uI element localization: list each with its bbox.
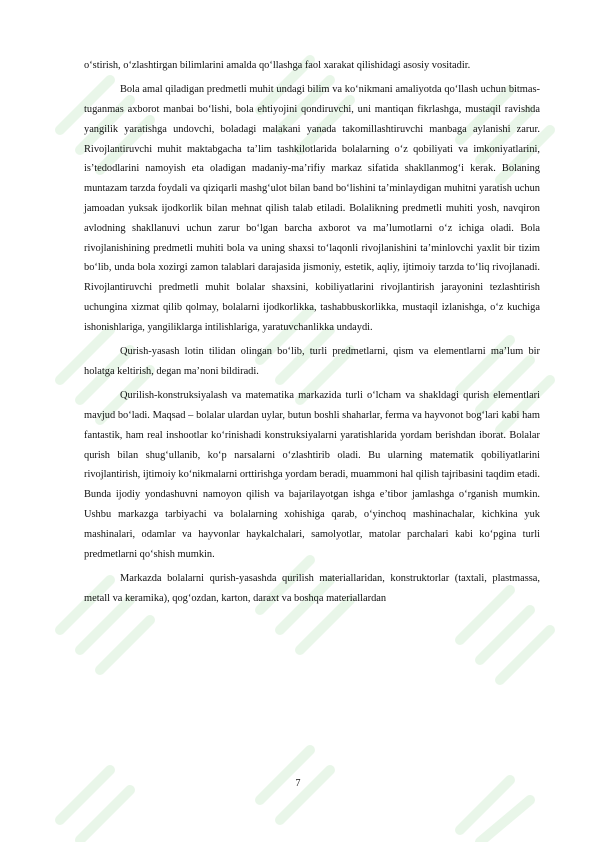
paragraph: Markazda bolalarni qurish-yasashda qurilish materiallaridan, konstruktorlar (taxtali, plastmassa, metall va keramika), qog‘ozdan, karton, daraxt va boshqa materiallardan — [84, 572, 540, 604]
paragraph: Qurilish-konstruksiyalash va matematika markazida turli o‘lcham va shakldagi qurish elementlari mavjud bo‘ladi. Maqsad – bolalar ulardan uylar, butun boshli shaharlar, ferma va hayvonot bog‘lari kabi ham fantastik, ham real inshootlar ko‘rinishadi konstruksiyalarni yaratishlarida yordam berishdan iborat. Bolalar qurish bilan shug‘ullanib, ko‘p narsalarni o‘zlashtirib oladi. Bu ularning matematik qobiliyatlarini rivojlantirish, ijtimoiy ko‘nikmalarni orttirishga yordam beradi, muammoni hal qilish tajribasini taqdim etadi. Bunda ijodiy yondashuvni namoyon qilish va bajarilayotgan ishga e’tibor jamlashga o‘rganish mumkin. Ushbu markazga tarbiyachi va bolalarning xohishiga qarab, o‘yinchoq mashinachalar, kichkina yuk mashinalari, odamlar va hayvonlar haykalchalari, samolyotlar, matolar parchalari kabi ko‘pgina turli predmetlarni qo‘shish mumkin. — [84, 390, 540, 560]
paragraph: Qurish-yasash lotin tilidan olingan bo‘lib, turli predmetlarni, qism va elementlarni ma’lum bir holatga keltirish, degan ma’noni bildiradi. — [84, 346, 540, 377]
paragraph: o‘stirish, o‘zlashtirgan bilimlarini amalda qo‘llashga faol xarakat qilishidagi asosiy vositadir. — [84, 60, 471, 71]
page-number: 7 — [295, 778, 301, 789]
document-body — [84, 56, 540, 613]
paragraph: Bola amal qiladigan predmetli muhit undagi bilim va ko‘nikmani amaliyotda qo‘llash uchun bitmas-tuganmas axborot manbai bo‘lishi, bola ehtiyojini qondiruvchi, uni mantiqan fikrlashga, mustaqil ravishda yangilik yaratishga undovchi, boladagi malakani yanada takomillashtiruvchi manbaga aylanishi zarur. Rivojlantiruvchi muhit maktabgacha ta’lim tashkilotlarida bolalarning o‘z qobiliyati va imkoniyatlarini, is’tedodlarini namoyish eta oladigan madaniy-ma’rifiy markaz sifatida shakllanmog‘i kerak. Bolaning muntazam tarzda foydali va qiziqarli mashg‘ulot bilan band bo‘lishini ta’minlaydigan muhitni yaratish uchun jamoadan yuksak ijodkorlik bilan mehnat qilish talab etiladi. Bolalikning predmetli muhiti yosh, navqiron avlodning shakllanuvi uchun zarur bo‘lgan barcha axborot va ma’lumotlarni o‘z ichiga oladi. Bola rivojlanishining predmetli muhiti bola va uning shaxsi to‘laqonli rivojlanishini ta’minlovchi yaxlit bir tizim bo‘lib, unda bola xozirgi zamon talablari darajasida jismoniy, estetik, aqliy, ijtimoiy tarzda to‘liq rivojlanadi. Rivojlantiruvchi predmetli muhit bolalar shaxsini, kobiliyatlarini rivojlantirish jarayonini tezlashtirish uchungina xizmat qilib qolmay, bolalarni ijodkorlikka, tashabbuskorlikka, mustaqil izlanishga, o‘z kuchiga ishonishlariga, yangiliklarga intilishlariga, yaratuvchanlikka undaydi. — [84, 84, 540, 333]
